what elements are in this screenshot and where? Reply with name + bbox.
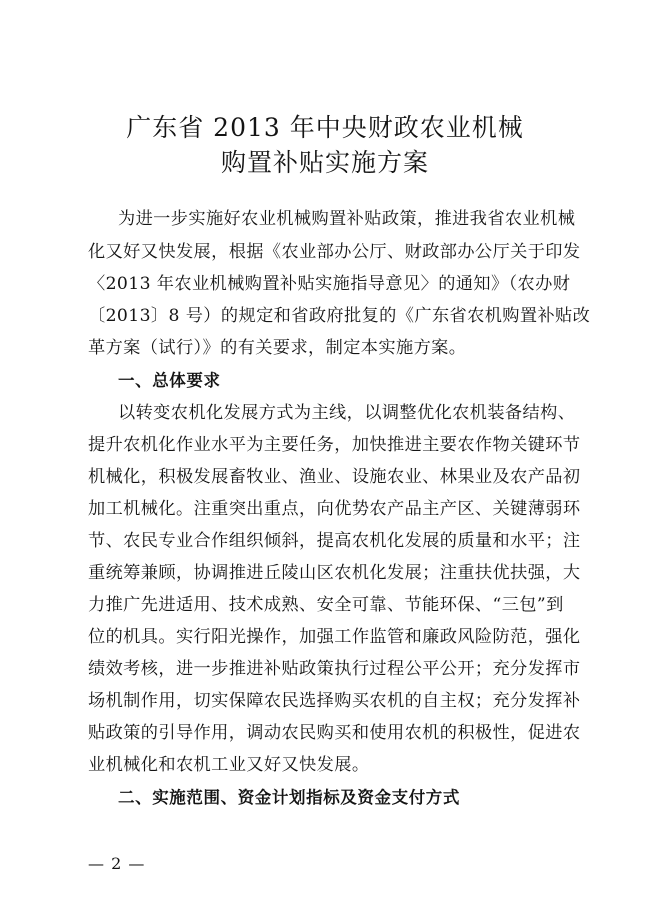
intro-line: 〔2013〕8 号）的规定和省政府批复的《广东省农机购置补贴改: [88, 306, 591, 326]
document-title-line-2: 购置补贴实施方案: [220, 148, 429, 177]
section-heading-2: 二、实施范围、资金计划指标及资金支付方式: [118, 788, 460, 807]
intro-line: 〈2013 年农业机械购置补贴实施指导意见〉的通知》（农办财: [88, 274, 571, 294]
body-line: 绩效考核，进一步推进补贴政策执行过程公平公开；充分发挥市: [88, 659, 581, 679]
body-line: 位的机具。实行阳光操作，加强工作监管和廉政风险防范，强化: [88, 627, 581, 647]
body-line: 以转变农机化发展方式为主线，以调整优化农机装备结构、: [118, 403, 576, 423]
document-title-line-1: 广东省 2013 年中央财政农业机械: [126, 113, 524, 142]
intro-line: 革方案（试行）》的有关要求，制定本实施方案。: [88, 338, 467, 358]
body-line: 场机制作用，切实保障农民选择购买农机的自主权；充分发挥补: [88, 691, 581, 711]
body-line: 业机械化和农机工业又好又快发展。: [88, 755, 370, 775]
page-number: — 2 —: [88, 854, 146, 873]
body-line: 力推广先进适用、技术成熟、安全可靠、节能环保、“三包”到: [88, 595, 564, 615]
body-line: 提升农机化作业水平为主要任务，加快推进主要农作物关键环节: [88, 435, 581, 455]
body-line: 贴政策的引导作用，调动农民购买和使用农机的积极性，促进农: [88, 723, 581, 743]
intro-line: 化又好又快发展，根据《农业部办公厅、财政部办公厅关于印发: [88, 242, 581, 262]
intro-line: 为进一步实施好农业机械购置补贴政策，推进我省农业机械: [118, 209, 576, 229]
body-line: 节、农民专业合作组织倾斜，提高农机化发展的质量和水平；注: [88, 531, 581, 551]
body-line: 加工机械化。注重突出重点，向优势农产品主产区、关键薄弱环: [88, 499, 581, 519]
section-heading-1: 一、总体要求: [118, 371, 221, 390]
body-line: 重统筹兼顾，协调推进丘陵山区农机化发展；注重扶优扶强，大: [88, 563, 581, 583]
body-line: 机械化，积极发展畜牧业、渔业、设施农业、林果业及农产品初: [88, 467, 581, 487]
